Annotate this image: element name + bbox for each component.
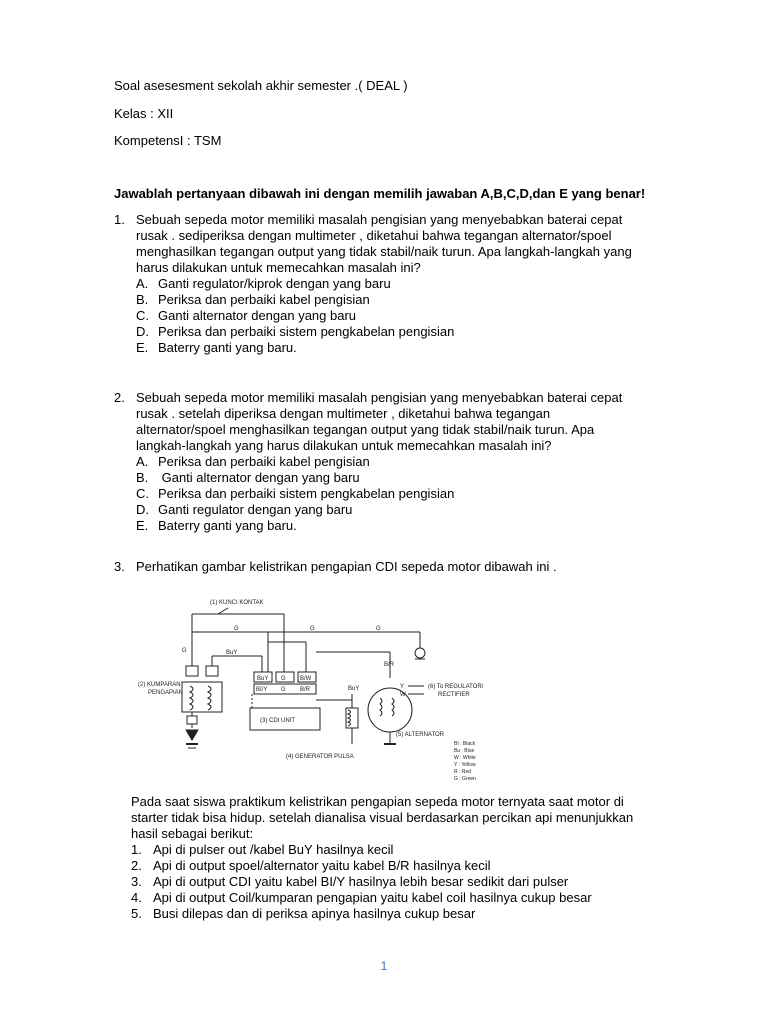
question-line: rusak . setelah diperiksa dengan multimeter , diketahui bahwa tegangan [136, 406, 551, 421]
label-alternator: (5) ALTERNATOR [396, 732, 445, 738]
wire-label-biy: BI/Y [256, 687, 268, 693]
label-cdi-unit: (3) CDI UNIT [260, 718, 295, 724]
document-title: Soal asesesment sekolah akhir semester .( DEAL ) [114, 78, 408, 93]
ignition-coil-icon [182, 682, 222, 712]
ground-terminal-icon [415, 648, 425, 658]
wire-label-g: G [281, 687, 286, 693]
spark-plug-icon [187, 716, 197, 724]
label-generator-pulsa: (4) GENERATOR PULSA [286, 754, 354, 760]
question-line: Sebuah sepeda motor memiliki masalah pengisian yang menyebabkan baterai cepat [136, 390, 623, 405]
question-line: Perhatikan gambar kelistrikan pengapian CDI sepeda motor dibawah ini . [136, 559, 557, 574]
coil-terminal [206, 666, 218, 676]
coil-terminal [186, 666, 198, 676]
observation-line: hasil sebagai berikut: [131, 826, 254, 841]
spark-plug-tip-icon [186, 730, 198, 740]
wire-label-br: B/R [384, 662, 395, 668]
wire-label-g: G [310, 626, 315, 632]
wire-label-y: Y [400, 684, 405, 690]
wire-label-g: G [376, 626, 381, 632]
question-line: Sebuah sepeda motor memiliki masalah pengisian yang menyebabkan baterai cepat [136, 212, 623, 227]
option-a[interactable]: A. Ganti regulator/kiprok dengan yang baru [136, 276, 391, 291]
question-number: 2. [114, 390, 125, 405]
question-line: harus dilakukan untuk memecahkan masalah ini? [136, 260, 421, 275]
key-switch-contact [218, 608, 228, 614]
question-number: 3. [114, 559, 125, 574]
coil-winding [208, 686, 211, 710]
result-item: 1. Api di pulser out /kabel BuY hasilnya kecil [131, 842, 394, 857]
option-b[interactable]: B. Ganti alternator dengan yang baru [136, 470, 360, 485]
wire-label-w: W [400, 692, 406, 698]
option-c[interactable]: C. Ganti alternator dengan yang baru [136, 308, 357, 323]
label-pengapian: PENGAPIAN [148, 690, 184, 696]
observation-line: starter tidak bisa hidup. setelah dianalisa visual berdasarkan percikan api menunjukkan [131, 810, 634, 825]
option-e[interactable]: E. Baterry ganti yang baru. [136, 518, 297, 533]
question-line: menghasilkan tegangan output yang tidak stabil/naik turun. Apa langkah-langkah yang [136, 244, 632, 259]
question-line: alternator/spoel menghasilkan tegangan output yang tidak stabil/naik turun. Apa [136, 422, 595, 437]
instruction-text: Jawablah pertanyaan dibawah ini dengan memilih jawaban A,B,C,D,dan E yang benar! [114, 186, 646, 201]
result-item: 4. Api di output Coil/kumparan pengapian yaitu kabel coil hasilnya cukup besar [131, 890, 592, 905]
question-number: 1. [114, 212, 125, 227]
legend-entry: BI : Black [454, 741, 476, 747]
coil-winding [190, 686, 193, 710]
wire-label-buy: BuY [226, 650, 238, 656]
legend-entry: R : Red [454, 769, 471, 775]
result-item: 3. Api di output CDI yaitu kabel BI/Y hasilnya lebih besar sedikit dari pulser [131, 874, 569, 889]
option-d[interactable]: D. Periksa dan perbaiki sistem pengkabelan pengisian [136, 324, 455, 339]
label-regulator: (6) To REGULATOR/ [428, 684, 484, 690]
option-e[interactable]: E. Baterry ganti yang baru. [136, 340, 297, 355]
label-kunci-kontak: (1) KUNCI KONTAK [210, 600, 264, 606]
legend-entry: Y : Yellow [454, 762, 476, 768]
wire-label-bw: B/W [300, 676, 312, 682]
wire-label-g: G [234, 626, 239, 632]
page-number: 1 [380, 959, 388, 973]
option-c[interactable]: C. Periksa dan perbaiki sistem pengkabelan pengisian [136, 486, 455, 501]
option-b[interactable]: B. Periksa dan perbaiki kabel pengisian [136, 292, 370, 307]
wire-label-buy: BuY [257, 676, 269, 682]
label-kumparan: (2) KUMPARAN [138, 682, 181, 688]
coil-winding [348, 710, 351, 726]
result-item: 5. Busi dilepas dan di periksa apinya hasilnya cukup besar [131, 906, 476, 921]
coil-winding [392, 698, 394, 716]
wire-label-g: G [281, 676, 286, 682]
cdi-wiring-diagram [134, 590, 500, 785]
wire-label-br: B/R [300, 687, 311, 693]
label-rectifier: RECTIFIER [438, 692, 470, 698]
coil-winding [380, 698, 382, 716]
legend-entry: G : Green [454, 776, 476, 782]
kompetensi-label: KompetensI : TSM [114, 133, 222, 148]
question-line: langkah-langkah yang harus dilakukan untuk memecahkan masalah ini? [136, 438, 552, 453]
legend-entry: Bu : Blue [454, 748, 475, 754]
option-d[interactable]: D. Ganti regulator dengan yang baru [136, 502, 353, 517]
option-a[interactable]: A. Periksa dan perbaiki kabel pengisian [136, 454, 370, 469]
wire-label-g: G [182, 648, 187, 654]
question-line: rusak . sediperiksa dengan multimeter , diketahui bahwa tegangan alternator/spoel [136, 228, 612, 243]
color-legend [454, 741, 476, 782]
observation-line: Pada saat siswa praktikum kelistrikan pengapian sepeda motor ternyata saat motor di [131, 794, 624, 809]
wire-label-buy: BuY [348, 686, 360, 692]
legend-entry: W : White [454, 755, 476, 761]
kelas-label: Kelas : XII [114, 106, 174, 121]
result-item: 2. Api di output spoel/alternator yaitu kabel B/R hasilnya kecil [131, 858, 491, 873]
